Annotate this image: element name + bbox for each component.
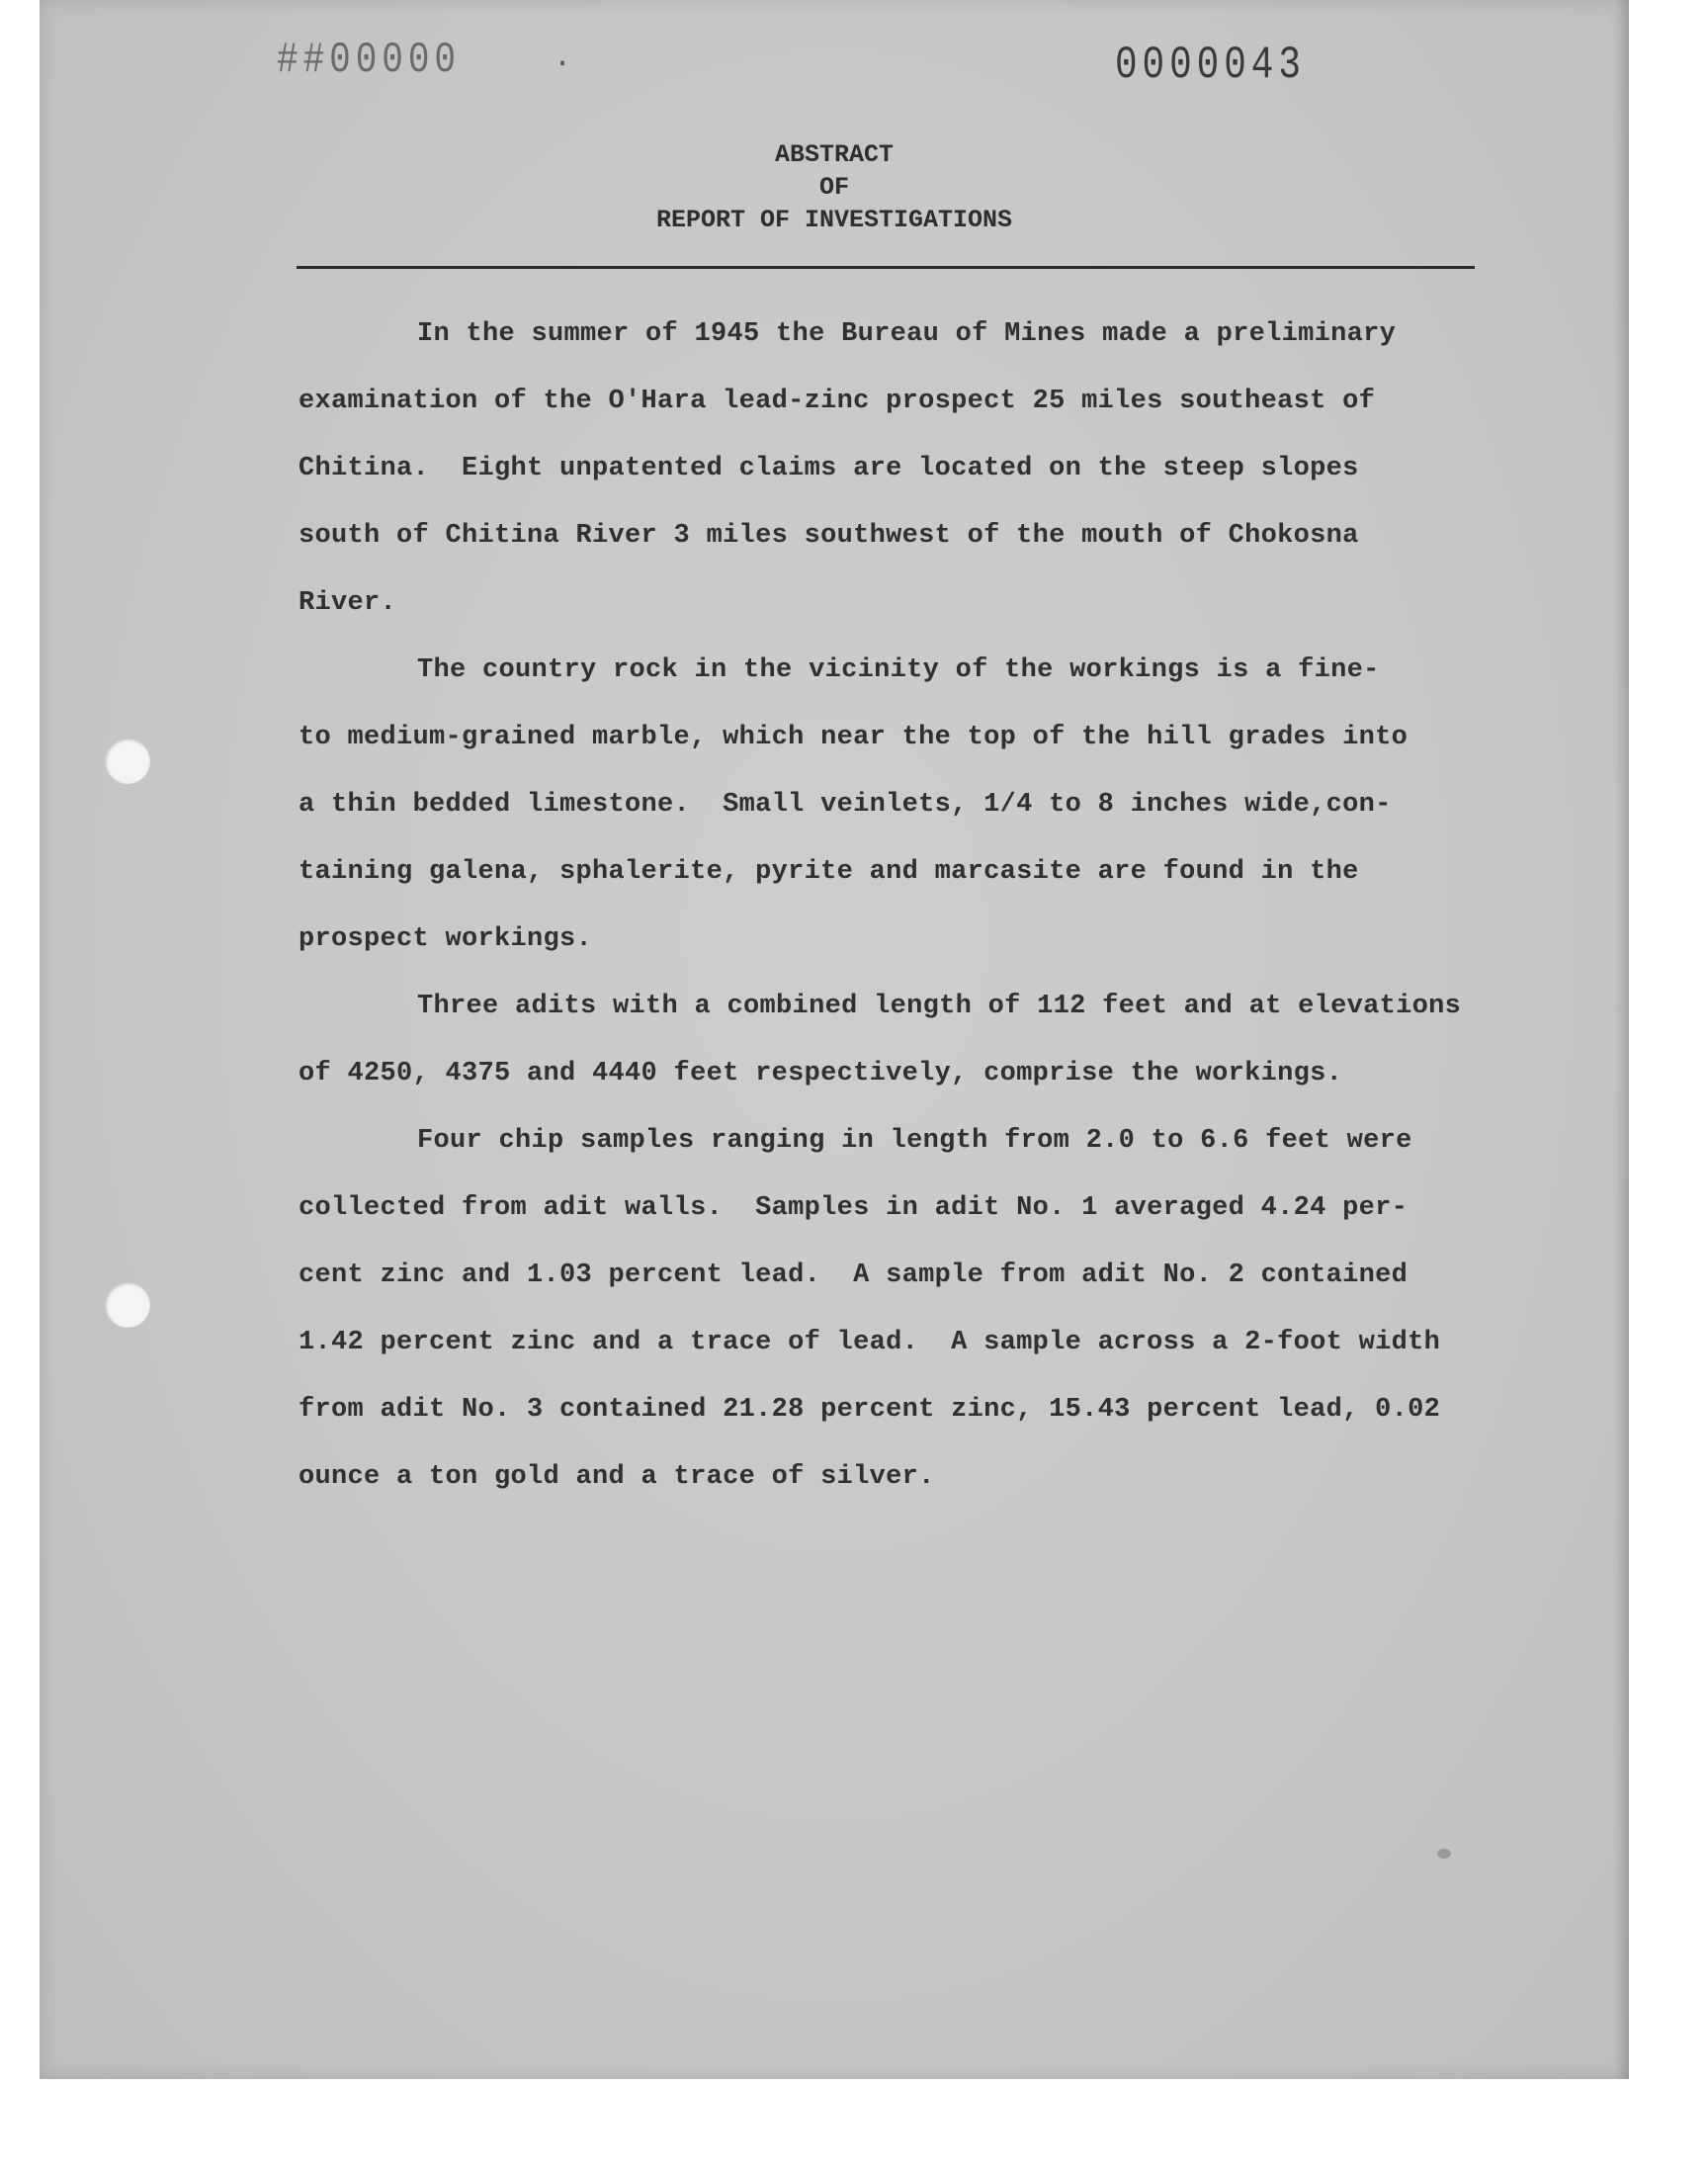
text-line: collected from adit walls. Samples in adit No. 1 averaged 4.24 per- [299, 1193, 1409, 1223]
abstract-body [299, 301, 1504, 1511]
page-edge-shadow [1615, 0, 1629, 2079]
text-line: south of Chitina River 3 miles southwest of the mouth of Chokosna [299, 521, 1359, 551]
stamp-number-left: ##00000 [277, 36, 462, 85]
text-line: to medium-grained marble, which near the top of the hill grades into [299, 723, 1409, 752]
text-line: a thin bedded limestone. Small veinlets, 1/4 to 8 inches wide,con- [299, 790, 1392, 820]
stamp-dot: · [554, 47, 572, 81]
scanned-page [40, 0, 1629, 2079]
text-line: prospect workings. [299, 924, 593, 954]
title-line-abstract: ABSTRACT [774, 140, 895, 169]
text-line: The country rock in the vicinity of the workings is a fine- [417, 655, 1380, 685]
title-divider [297, 266, 1475, 269]
scan-smudge [1437, 1849, 1451, 1859]
document-title [40, 138, 1629, 236]
text-line: Four chip samples ranging in length from 2.0 to 6.6 feet were [417, 1126, 1412, 1156]
text-line: Chitina. Eight unpatented claims are located on the steep slopes [299, 454, 1359, 483]
title-line-of: OF [818, 173, 849, 202]
text-line: 1.42 percent zinc and a trace of lead. A sample across a 2-foot width [299, 1328, 1441, 1357]
text-line: examination of the O'Hara lead-zinc prospect 25 miles southeast of [299, 387, 1376, 416]
text-line: Three adits with a combined length of 112 feet and at elevations [417, 992, 1462, 1021]
text-line: cent zinc and 1.03 percent lead. A sample from adit No. 2 contained [299, 1261, 1409, 1290]
text-line: from adit No. 3 contained 21.28 percent zinc, 15.43 percent lead, 0.02 [299, 1395, 1441, 1425]
text-line: of 4250, 4375 and 4440 feet respectively, comprise the workings. [299, 1059, 1343, 1088]
punch-hole-upper [105, 739, 150, 784]
text-line: taining galena, sphalerite, pyrite and marcasite are found in the [299, 857, 1359, 887]
page-number-stamp: 0000043 [1115, 40, 1306, 91]
punch-hole-lower [105, 1282, 150, 1328]
title-line-report: REPORT OF INVESTIGATIONS [655, 206, 1013, 234]
text-line: ounce a ton gold and a trace of silver. [299, 1462, 935, 1492]
text-line: River. [299, 588, 397, 618]
text-line: In the summer of 1945 the Bureau of Mines made a preliminary [417, 319, 1397, 349]
